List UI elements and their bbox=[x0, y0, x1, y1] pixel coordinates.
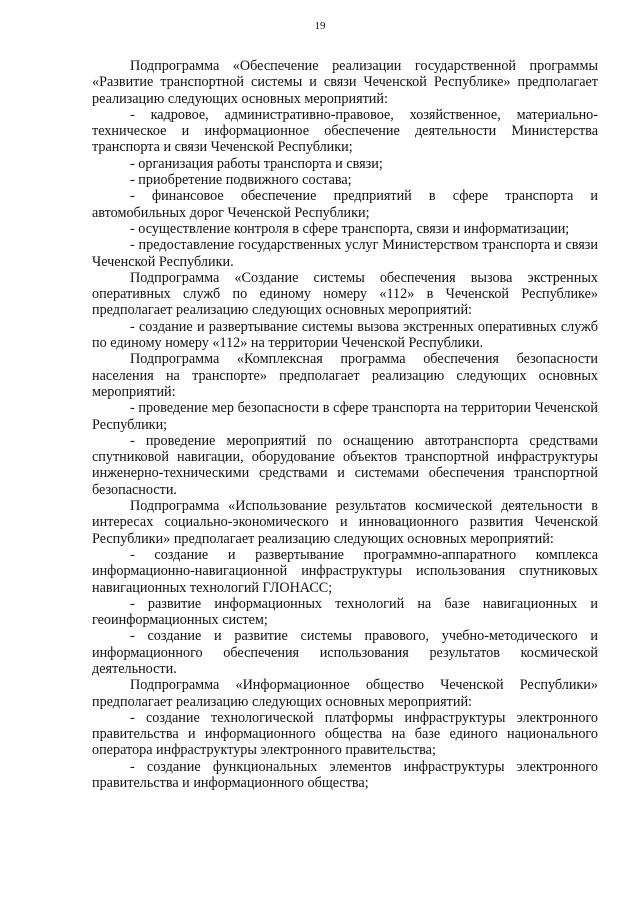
list-item: - создание и развертывание системы вызова экстренных оперативных служб по единому номеру «112» на территории Чеченской Республики. bbox=[92, 318, 598, 352]
list-item: - осуществление контроля в сфере транспорта, связи и информатизации; bbox=[130, 220, 570, 237]
list-item: - создание функциональных элементов инфраструктуры электронного правительства и информационного общества; bbox=[92, 758, 598, 792]
page-number: 19 bbox=[314, 20, 326, 32]
list-item: - финансовое обеспечение предприятий в сфере транспорта и автомобильных дорог Чеченской Республики; bbox=[92, 188, 598, 221]
list-item: - развитие информационных технологий на базе навигационных и геоинформационных систем; bbox=[92, 595, 598, 629]
list-item: - создание и развитие системы правового, учебно-методического и информационного обеспечения использования результатов космической деятельности. bbox=[92, 628, 598, 677]
list-item: - предоставление государственных услуг Министерством транспорта и связи Чеченской Республики. bbox=[92, 237, 598, 270]
list-item: - проведение мер безопасности в сфере транспорта на территории Чеченской Республики; bbox=[92, 400, 598, 433]
list-item: - приобретение подвижного состава; bbox=[130, 172, 352, 189]
paragraph-subprogram-space: Подпрограмма «Использование результатов космической деятельности в интересах социально-экономического и инновационного развития Чеченской Республики» предполагает реализацию следующих основных мероприятий: bbox=[92, 498, 598, 547]
list-item: - создание технологической платформы инфраструктуры электронного правительства и информационного общества на базе единого национального оператора инфраструктуры электронного правительства; bbox=[92, 709, 598, 759]
paragraph-subprogram-112: Подпрограмма «Создание системы обеспечения вызова экстренных оперативных служб по единому номеру «112» в Чеченской Республике» предполагает реализацию следующих основных мероприятий: bbox=[92, 269, 598, 319]
list-item: - проведение мероприятий по оснащению автотранспорта средствами спутниковой навигации, оборудование объектов транспортной инфраструктуры инженерно-техническими средствами и системами обеспечения транспортной безопасности. bbox=[92, 432, 598, 498]
document-body bbox=[92, 58, 598, 791]
list-item: - кадровое, административно-правовое, хозяйственное, материально-техническое и информационное обеспечение деятельности Министерства транспорта и связи Чеченской Республики; bbox=[92, 106, 598, 156]
paragraph-subprogram-support: Подпрограмма «Обеспечение реализации государственной программы «Развитие транспортной системы и связи Чеченской Республике» предполагает реализацию следующих основных мероприятий: bbox=[92, 58, 598, 107]
list-item: - организация работы транспорта и связи; bbox=[130, 155, 383, 172]
list-item: - создание и развертывание программно-аппаратного комплекса информационно-навигационной инфраструктуры использования спутниковых навигационных технологий ГЛОНАСС; bbox=[92, 546, 598, 596]
paragraph-subprogram-information-society: Подпрограмма «Информационное общество Чеченской Республики» предполагает реализацию следующих основных мероприятий: bbox=[92, 677, 598, 710]
paragraph-subprogram-transport-safety: Подпрограмма «Комплексная программа обеспечения безопасности населения на транспорте» предполагает реализацию следующих основных мероприятий: bbox=[92, 351, 598, 400]
